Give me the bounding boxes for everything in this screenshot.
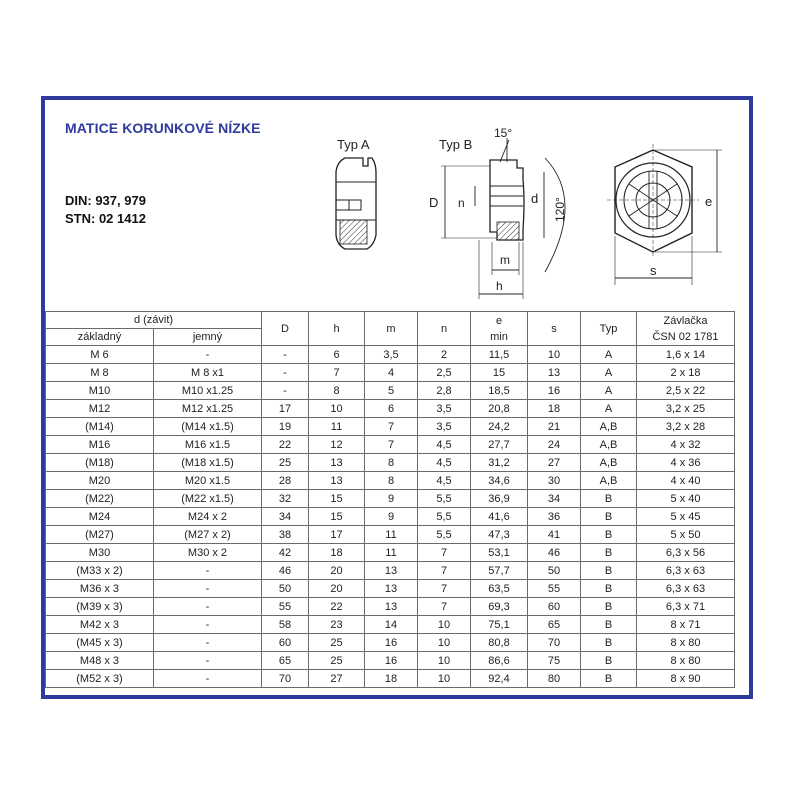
dim-D-label: D bbox=[429, 195, 439, 210]
cell-D: 17 bbox=[262, 400, 309, 418]
cell-e-min: 20,8 bbox=[471, 400, 528, 418]
cell-h: 15 bbox=[309, 508, 365, 526]
dim-d-label: d bbox=[531, 191, 539, 206]
cell-basic-thread: (M52 x 3) bbox=[46, 670, 154, 688]
cell-fine-thread: M12 x1.25 bbox=[154, 400, 262, 418]
cell-basic-thread: M 6 bbox=[46, 346, 154, 364]
cell-fine-thread: M20 x1.5 bbox=[154, 472, 262, 490]
table-row bbox=[46, 526, 735, 544]
cell-pin: 5 x 45 bbox=[637, 508, 735, 526]
cell-h: 27 bbox=[309, 670, 365, 688]
cell-typ: B bbox=[581, 634, 637, 652]
table-row bbox=[46, 382, 735, 400]
table-row bbox=[46, 436, 735, 454]
cell-s: 10 bbox=[528, 346, 581, 364]
cell-e-min: 36,9 bbox=[471, 490, 528, 508]
cell-basic-thread: (M39 x 3) bbox=[46, 598, 154, 616]
datasheet-header bbox=[45, 100, 749, 312]
table-row bbox=[46, 562, 735, 580]
cell-e-min: 92,4 bbox=[471, 670, 528, 688]
header-d-thread: d (závit) bbox=[46, 312, 262, 329]
cell-s: 80 bbox=[528, 670, 581, 688]
cell-e-min: 18,5 bbox=[471, 382, 528, 400]
cell-s: 65 bbox=[528, 616, 581, 634]
cell-fine-thread: - bbox=[154, 598, 262, 616]
header-n: n bbox=[418, 312, 471, 346]
cell-D: 46 bbox=[262, 562, 309, 580]
cell-fine-thread: M 8 x1 bbox=[154, 364, 262, 382]
cell-typ: B bbox=[581, 508, 637, 526]
cell-typ: B bbox=[581, 544, 637, 562]
cell-h: 23 bbox=[309, 616, 365, 634]
table-row bbox=[46, 364, 735, 382]
angle-15-label: 15° bbox=[494, 126, 513, 140]
cell-h: 10 bbox=[309, 400, 365, 418]
cell-n: 7 bbox=[418, 544, 471, 562]
cell-basic-thread: M16 bbox=[46, 436, 154, 454]
cell-typ: B bbox=[581, 562, 637, 580]
angle-120-label: 120° bbox=[553, 197, 567, 222]
cell-h: 25 bbox=[309, 634, 365, 652]
cell-fine-thread: (M18 x1.5) bbox=[154, 454, 262, 472]
cell-D: 34 bbox=[262, 508, 309, 526]
header-fine-thread: jemný bbox=[154, 329, 262, 346]
cell-n: 7 bbox=[418, 562, 471, 580]
cell-h: 25 bbox=[309, 652, 365, 670]
cell-pin: 4 x 36 bbox=[637, 454, 735, 472]
cell-e-min: 80,8 bbox=[471, 634, 528, 652]
cell-pin: 8 x 71 bbox=[637, 616, 735, 634]
cell-basic-thread: (M33 x 2) bbox=[46, 562, 154, 580]
dim-e-label: e bbox=[705, 194, 713, 209]
cell-m: 13 bbox=[365, 598, 418, 616]
cell-basic-thread: M12 bbox=[46, 400, 154, 418]
cell-basic-thread: M48 x 3 bbox=[46, 652, 154, 670]
cell-D: 55 bbox=[262, 598, 309, 616]
cell-n: 5,5 bbox=[418, 490, 471, 508]
cell-basic-thread: M10 bbox=[46, 382, 154, 400]
cell-typ: A bbox=[581, 364, 637, 382]
table-row bbox=[46, 634, 735, 652]
cell-n: 4,5 bbox=[418, 436, 471, 454]
cell-pin: 5 x 50 bbox=[637, 526, 735, 544]
cell-n: 10 bbox=[418, 652, 471, 670]
cell-fine-thread: (M14 x1.5) bbox=[154, 418, 262, 436]
header-pin-standard: ČSN 02 1781 bbox=[652, 330, 719, 343]
cell-n: 2 bbox=[418, 346, 471, 364]
table-row bbox=[46, 544, 735, 562]
table-row bbox=[46, 508, 735, 526]
table-row bbox=[46, 454, 735, 472]
cell-typ: B bbox=[581, 652, 637, 670]
cell-n: 7 bbox=[418, 598, 471, 616]
cell-D: 25 bbox=[262, 454, 309, 472]
cell-e-min: 31,2 bbox=[471, 454, 528, 472]
cell-s: 50 bbox=[528, 562, 581, 580]
cell-basic-thread: (M18) bbox=[46, 454, 154, 472]
header-h: h bbox=[309, 312, 365, 346]
cell-m: 9 bbox=[365, 490, 418, 508]
cell-fine-thread: - bbox=[154, 652, 262, 670]
cell-s: 16 bbox=[528, 382, 581, 400]
cell-basic-thread: M42 x 3 bbox=[46, 616, 154, 634]
header-pin-top: Závlačka bbox=[663, 314, 708, 327]
cell-typ: B bbox=[581, 580, 637, 598]
cell-e-min: 75,1 bbox=[471, 616, 528, 634]
cell-pin: 2,5 x 22 bbox=[637, 382, 735, 400]
cell-h: 17 bbox=[309, 526, 365, 544]
cell-fine-thread: - bbox=[154, 634, 262, 652]
header-pin bbox=[637, 312, 735, 346]
cell-D: - bbox=[262, 364, 309, 382]
cell-typ: A bbox=[581, 346, 637, 364]
cell-m: 9 bbox=[365, 508, 418, 526]
cell-n: 5,5 bbox=[418, 526, 471, 544]
cell-pin: 8 x 90 bbox=[637, 670, 735, 688]
type-b-drawing bbox=[429, 126, 567, 299]
cell-e-min: 11,5 bbox=[471, 346, 528, 364]
header-m: m bbox=[365, 312, 418, 346]
cell-h: 11 bbox=[309, 418, 365, 436]
cell-n: 10 bbox=[418, 670, 471, 688]
cell-fine-thread: - bbox=[154, 616, 262, 634]
cell-e-min: 53,1 bbox=[471, 544, 528, 562]
cell-s: 21 bbox=[528, 418, 581, 436]
cell-s: 55 bbox=[528, 580, 581, 598]
cell-s: 18 bbox=[528, 400, 581, 418]
cell-e-min: 47,3 bbox=[471, 526, 528, 544]
cell-s: 70 bbox=[528, 634, 581, 652]
cell-pin: 8 x 80 bbox=[637, 634, 735, 652]
cell-s: 46 bbox=[528, 544, 581, 562]
cell-fine-thread: M16 x1.5 bbox=[154, 436, 262, 454]
datasheet-frame bbox=[41, 96, 753, 699]
cell-m: 11 bbox=[365, 544, 418, 562]
cell-pin: 8 x 80 bbox=[637, 652, 735, 670]
cell-D: 70 bbox=[262, 670, 309, 688]
cell-s: 60 bbox=[528, 598, 581, 616]
cell-D: 22 bbox=[262, 436, 309, 454]
cell-e-min: 24,2 bbox=[471, 418, 528, 436]
cell-fine-thread: - bbox=[154, 562, 262, 580]
cell-typ: B bbox=[581, 598, 637, 616]
cell-fine-thread: M10 x1.25 bbox=[154, 382, 262, 400]
dim-n-label: n bbox=[458, 196, 465, 210]
cell-m: 4 bbox=[365, 364, 418, 382]
cell-basic-thread: M30 bbox=[46, 544, 154, 562]
cell-e-min: 57,7 bbox=[471, 562, 528, 580]
table-row bbox=[46, 472, 735, 490]
cell-typ: A bbox=[581, 400, 637, 418]
cell-n: 4,5 bbox=[418, 454, 471, 472]
table-row bbox=[46, 580, 735, 598]
cell-D: 28 bbox=[262, 472, 309, 490]
cell-s: 34 bbox=[528, 490, 581, 508]
cell-m: 11 bbox=[365, 526, 418, 544]
cell-D: - bbox=[262, 346, 309, 364]
cell-h: 6 bbox=[309, 346, 365, 364]
type-a-label: Typ A bbox=[337, 137, 370, 152]
table-body bbox=[46, 346, 735, 688]
cell-n: 5,5 bbox=[418, 508, 471, 526]
table-row bbox=[46, 616, 735, 634]
cell-h: 15 bbox=[309, 490, 365, 508]
cell-basic-thread: (M45 x 3) bbox=[46, 634, 154, 652]
cell-fine-thread: - bbox=[154, 580, 262, 598]
cell-e-min: 15 bbox=[471, 364, 528, 382]
cell-e-min: 86,6 bbox=[471, 652, 528, 670]
cell-typ: A,B bbox=[581, 454, 637, 472]
cell-h: 20 bbox=[309, 562, 365, 580]
page-title: MATICE KORUNKOVÉ NÍZKE bbox=[65, 120, 261, 136]
cell-m: 16 bbox=[365, 652, 418, 670]
type-a-drawing bbox=[336, 137, 376, 249]
table-row bbox=[46, 400, 735, 418]
cell-typ: A bbox=[581, 382, 637, 400]
cell-pin: 6,3 x 63 bbox=[637, 562, 735, 580]
cell-pin: 4 x 32 bbox=[637, 436, 735, 454]
stn-standard: STN: 02 1412 bbox=[65, 211, 146, 226]
cell-h: 18 bbox=[309, 544, 365, 562]
cell-pin: 6,3 x 71 bbox=[637, 598, 735, 616]
header-D: D bbox=[262, 312, 309, 346]
cell-m: 3,5 bbox=[365, 346, 418, 364]
cell-fine-thread: - bbox=[154, 670, 262, 688]
cell-D: - bbox=[262, 382, 309, 400]
cell-fine-thread: M24 x 2 bbox=[154, 508, 262, 526]
cell-h: 20 bbox=[309, 580, 365, 598]
cell-m: 18 bbox=[365, 670, 418, 688]
cell-s: 36 bbox=[528, 508, 581, 526]
cell-typ: B bbox=[581, 616, 637, 634]
header-s: s bbox=[528, 312, 581, 346]
nut-spec-table bbox=[45, 311, 735, 688]
cell-basic-thread: M24 bbox=[46, 508, 154, 526]
cell-n: 3,5 bbox=[418, 400, 471, 418]
cell-n: 4,5 bbox=[418, 472, 471, 490]
cell-h: 12 bbox=[309, 436, 365, 454]
cell-typ: B bbox=[581, 490, 637, 508]
table-row bbox=[46, 418, 735, 436]
cell-m: 8 bbox=[365, 472, 418, 490]
table-row bbox=[46, 598, 735, 616]
cell-n: 10 bbox=[418, 616, 471, 634]
cell-D: 58 bbox=[262, 616, 309, 634]
cell-e-min: 69,3 bbox=[471, 598, 528, 616]
cell-fine-thread: (M27 x 2) bbox=[154, 526, 262, 544]
cell-h: 22 bbox=[309, 598, 365, 616]
cell-pin: 4 x 40 bbox=[637, 472, 735, 490]
cell-n: 10 bbox=[418, 634, 471, 652]
cell-basic-thread: M20 bbox=[46, 472, 154, 490]
header-basic-thread: základný bbox=[46, 329, 154, 346]
type-b-label: Typ B bbox=[439, 137, 473, 152]
cell-D: 65 bbox=[262, 652, 309, 670]
cell-m: 7 bbox=[365, 436, 418, 454]
cell-D: 42 bbox=[262, 544, 309, 562]
dim-h-label: h bbox=[496, 279, 503, 293]
top-view-drawing bbox=[607, 144, 722, 285]
din-standard: DIN: 937, 979 bbox=[65, 193, 146, 208]
dim-m-label: m bbox=[500, 253, 510, 267]
cell-typ: A,B bbox=[581, 472, 637, 490]
cell-m: 5 bbox=[365, 382, 418, 400]
cell-fine-thread: (M22 x1.5) bbox=[154, 490, 262, 508]
nut-technical-drawing bbox=[45, 100, 749, 312]
cell-s: 75 bbox=[528, 652, 581, 670]
cell-s: 13 bbox=[528, 364, 581, 382]
cell-typ: A,B bbox=[581, 436, 637, 454]
cell-e-min: 63,5 bbox=[471, 580, 528, 598]
cell-m: 8 bbox=[365, 454, 418, 472]
cell-basic-thread: (M27) bbox=[46, 526, 154, 544]
cell-pin: 1,6 x 14 bbox=[637, 346, 735, 364]
cell-fine-thread: M30 x 2 bbox=[154, 544, 262, 562]
cell-m: 13 bbox=[365, 580, 418, 598]
cell-pin: 3,2 x 28 bbox=[637, 418, 735, 436]
cell-pin: 6,3 x 56 bbox=[637, 544, 735, 562]
table-row bbox=[46, 670, 735, 688]
cell-h: 13 bbox=[309, 454, 365, 472]
cell-h: 8 bbox=[309, 382, 365, 400]
cell-typ: A,B bbox=[581, 418, 637, 436]
cell-typ: B bbox=[581, 670, 637, 688]
cell-basic-thread: (M14) bbox=[46, 418, 154, 436]
cell-e-min: 27,7 bbox=[471, 436, 528, 454]
header-e-min: min bbox=[490, 330, 508, 343]
cell-n: 3,5 bbox=[418, 418, 471, 436]
cell-n: 2,5 bbox=[418, 364, 471, 382]
cell-fine-thread: - bbox=[154, 346, 262, 364]
cell-n: 2,8 bbox=[418, 382, 471, 400]
table-row bbox=[46, 652, 735, 670]
cell-D: 60 bbox=[262, 634, 309, 652]
cell-s: 24 bbox=[528, 436, 581, 454]
header-typ: Typ bbox=[581, 312, 637, 346]
dim-s-label: s bbox=[650, 263, 657, 278]
cell-typ: B bbox=[581, 526, 637, 544]
cell-h: 13 bbox=[309, 472, 365, 490]
cell-n: 7 bbox=[418, 580, 471, 598]
cell-basic-thread: (M22) bbox=[46, 490, 154, 508]
cell-s: 30 bbox=[528, 472, 581, 490]
cell-pin: 5 x 40 bbox=[637, 490, 735, 508]
cell-pin: 2 x 18 bbox=[637, 364, 735, 382]
cell-D: 50 bbox=[262, 580, 309, 598]
cell-D: 32 bbox=[262, 490, 309, 508]
cell-e-min: 34,6 bbox=[471, 472, 528, 490]
cell-h: 7 bbox=[309, 364, 365, 382]
cell-pin: 6,3 x 63 bbox=[637, 580, 735, 598]
cell-m: 16 bbox=[365, 634, 418, 652]
cell-basic-thread: M 8 bbox=[46, 364, 154, 382]
cell-m: 14 bbox=[365, 616, 418, 634]
cell-D: 38 bbox=[262, 526, 309, 544]
cell-s: 27 bbox=[528, 454, 581, 472]
cell-m: 6 bbox=[365, 400, 418, 418]
table-row bbox=[46, 346, 735, 364]
table-row bbox=[46, 490, 735, 508]
cell-e-min: 41,6 bbox=[471, 508, 528, 526]
cell-s: 41 bbox=[528, 526, 581, 544]
cell-m: 13 bbox=[365, 562, 418, 580]
cell-basic-thread: M36 x 3 bbox=[46, 580, 154, 598]
header-e-top: e bbox=[495, 314, 503, 327]
cell-D: 19 bbox=[262, 418, 309, 436]
header-e bbox=[471, 312, 528, 346]
cell-pin: 3,2 x 25 bbox=[637, 400, 735, 418]
cell-m: 7 bbox=[365, 418, 418, 436]
